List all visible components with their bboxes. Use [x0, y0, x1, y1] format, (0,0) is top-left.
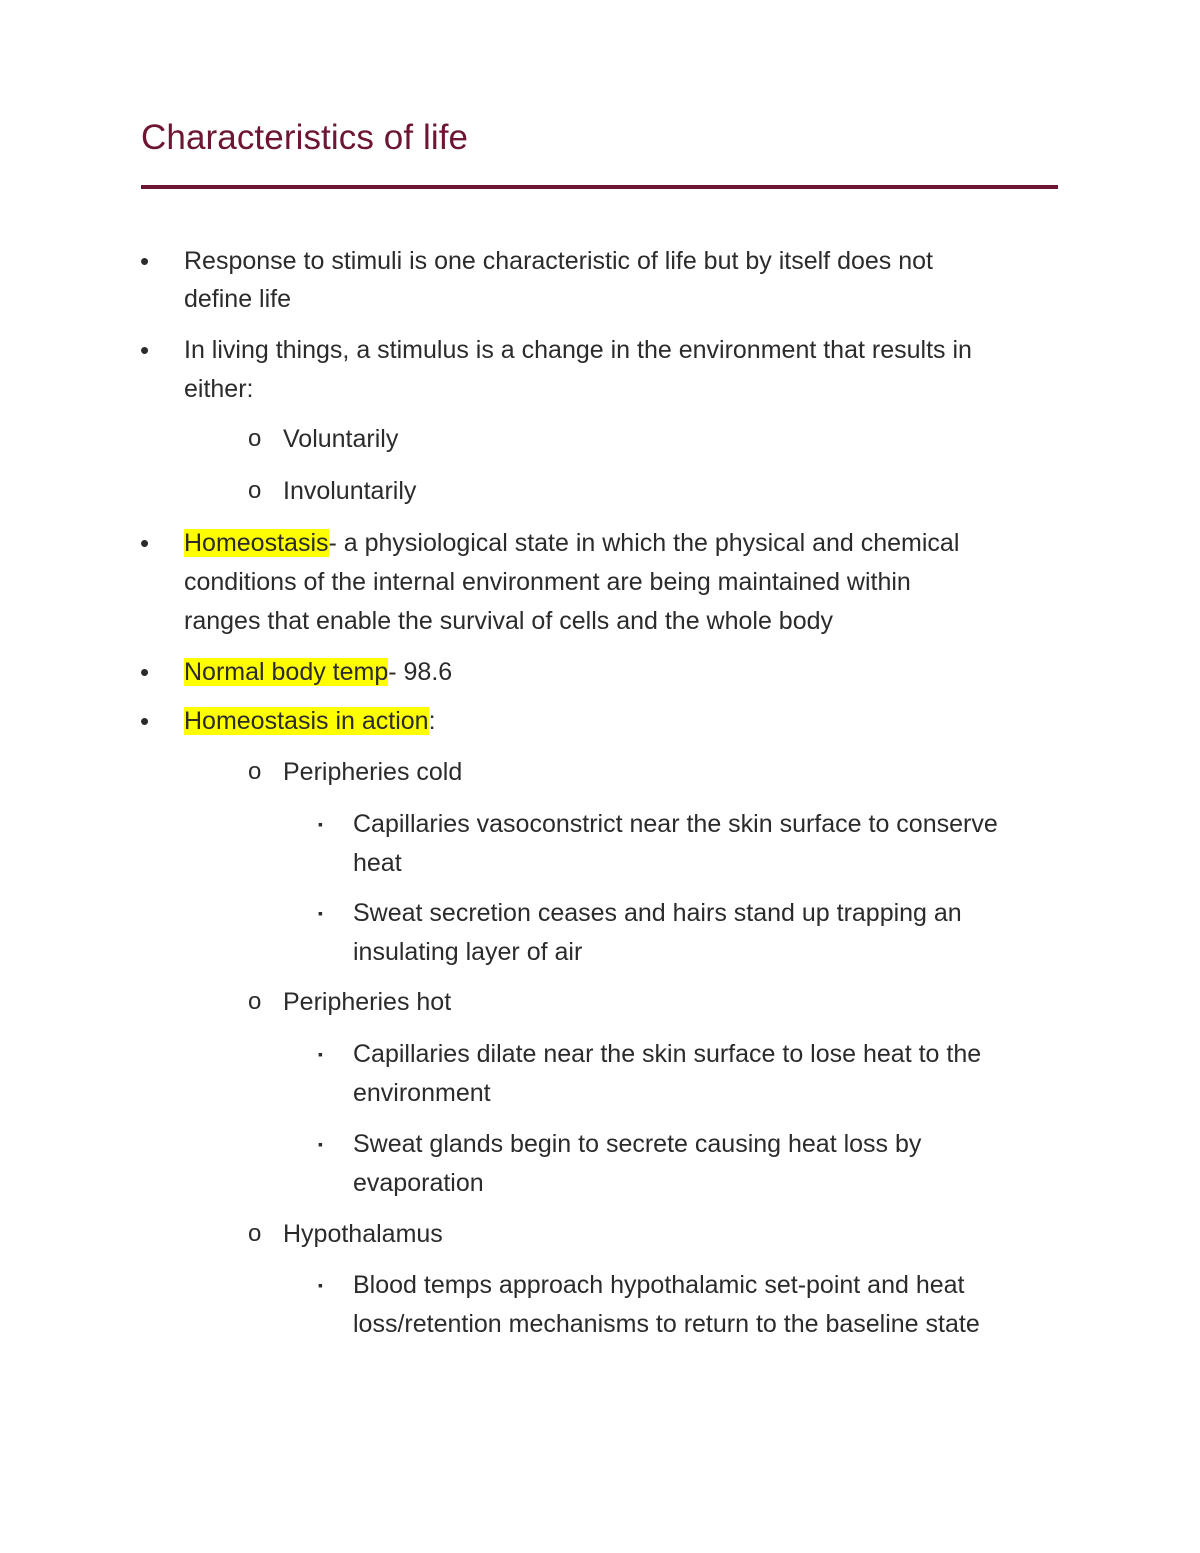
- square-bullet-marker: ▪: [318, 1277, 323, 1293]
- page-title: Characteristics of life: [141, 118, 469, 157]
- list-item-stimulus-line1: In living things, a stimulus is a change in the environment that results in: [184, 336, 972, 364]
- sub-bullet-marker: o: [248, 477, 262, 504]
- hypothalamus-point-1-line2: loss/retention mechanisms to return to the baseline state: [353, 1310, 980, 1338]
- hypothalamus-point-1-line1: Blood temps approach hypothalamic set-point and heat: [353, 1271, 965, 1299]
- square-bullet-marker: ▪: [318, 905, 323, 921]
- body-temp-value: - 98.6: [388, 658, 453, 686]
- list-item-stimuli-line1: Response to stimuli is one characteristic of life but by itself does not: [184, 247, 933, 275]
- hot-point-2-line2: evaporation: [353, 1169, 484, 1197]
- sub-item-involuntarily: Involuntarily: [283, 477, 417, 505]
- definition-text: - a physiological state in which the physical and chemical: [328, 529, 960, 557]
- cold-point-2-line1: Sweat secretion ceases and hairs stand up trapping an: [353, 899, 962, 927]
- list-item-stimuli-line2: define life: [184, 285, 292, 313]
- sub-bullet-marker: o: [248, 758, 262, 785]
- bullet-marker: •: [140, 657, 150, 687]
- sub-item-peripheries-cold: Peripheries cold: [283, 758, 463, 786]
- highlighted-term: Homeostasis: [184, 529, 329, 557]
- list-item-homeostasis-line2: conditions of the internal environment are being maintained within: [184, 568, 911, 596]
- hot-point-1-line1: Capillaries dilate near the skin surface to lose heat to the: [353, 1040, 982, 1068]
- list-item-in-action: [184, 701, 436, 741]
- sub-item-peripheries-hot: Peripheries hot: [283, 988, 452, 1016]
- sub-bullet-marker: o: [248, 425, 262, 452]
- bullet-marker: •: [140, 246, 150, 276]
- title-underline: [141, 185, 1058, 189]
- sub-bullet-marker: o: [248, 988, 262, 1015]
- bullet-marker: •: [140, 528, 150, 558]
- square-bullet-marker: ▪: [318, 1046, 323, 1062]
- list-item-homeostasis-line1: [184, 523, 959, 563]
- cold-point-2-line2: insulating layer of air: [353, 938, 583, 966]
- sub-item-voluntarily: Voluntarily: [283, 425, 399, 453]
- list-item-stimulus-line2: either:: [184, 375, 254, 403]
- highlighted-term: Homeostasis in action: [184, 707, 429, 735]
- square-bullet-marker: ▪: [318, 1136, 323, 1152]
- highlighted-term: Normal body temp: [184, 658, 389, 686]
- colon-text: :: [428, 707, 436, 735]
- sub-bullet-marker: o: [248, 1220, 262, 1247]
- cold-point-1-line2: heat: [353, 849, 402, 877]
- list-item-body-temp: [184, 652, 452, 692]
- hot-point-1-line2: environment: [353, 1079, 491, 1107]
- hot-point-2-line1: Sweat glands begin to secrete causing heat loss by: [353, 1130, 922, 1158]
- cold-point-1-line1: Capillaries vasoconstrict near the skin surface to conserve: [353, 810, 998, 838]
- list-item-homeostasis-line3: ranges that enable the survival of cells and the whole body: [184, 607, 834, 635]
- bullet-marker: •: [140, 706, 150, 736]
- square-bullet-marker: ▪: [318, 816, 323, 832]
- bullet-marker: •: [140, 335, 150, 365]
- sub-item-hypothalamus: Hypothalamus: [283, 1220, 443, 1248]
